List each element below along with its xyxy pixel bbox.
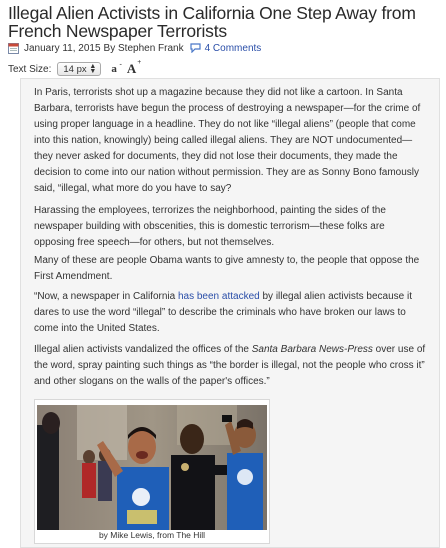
paragraph-5-text-end: over use of the word, spray painting such things as “the border is illegal, not the people who cross it” and other slogans on the walls of the paper's offices.” — [34, 344, 426, 387]
protest-scene-image — [37, 405, 267, 530]
paragraph-5-text: Illegal alien activists vandalized the offices of the — [34, 344, 252, 355]
paragraph-4-text: “Now, a newspaper in California — [34, 291, 178, 302]
text-size-controls — [8, 58, 142, 77]
decrease-label: a — [111, 63, 117, 75]
photo-frame — [34, 399, 270, 544]
calendar-icon — [8, 42, 19, 54]
decrease-text-size-button[interactable] — [111, 60, 122, 75]
protest-photo — [37, 405, 267, 530]
plus-icon: + — [137, 58, 142, 66]
post-author[interactable]: By Stephen Frank — [103, 42, 184, 54]
article-meta — [8, 41, 261, 55]
increase-label: A — [126, 61, 137, 76]
paragraph-2 — [34, 203, 426, 251]
text-size-select[interactable] — [57, 62, 101, 76]
text-size-label: Text Size: — [8, 63, 52, 75]
has-been-attacked-link[interactable]: has been attacked — [177, 291, 260, 302]
post-date: January 11, 2015 — [24, 42, 101, 54]
paragraph-4 — [34, 289, 426, 337]
photo-caption: by Mike Lewis, from The Hill — [98, 530, 206, 540]
comments-link[interactable]: 4 Comments — [204, 42, 262, 54]
paragraph-5 — [34, 342, 426, 390]
newspaper-name: Santa Barbara News-Press — [251, 344, 373, 355]
text-size-value: 14 px — [63, 63, 87, 75]
minus-icon: - — [119, 60, 122, 68]
paragraph-2-text: Harassing the employees, terrorizes the neighborhood, painting the sides of the newspaper building with obscenities, this is domestic terrorism—these folks are opposing free speech—for others, but not themselves. — [34, 205, 386, 248]
comment-bubble-icon[interactable] — [190, 43, 201, 53]
increase-text-size-button[interactable] — [126, 58, 142, 77]
paragraph-3: Many of these are people Obama wants to give amnesty to, the people that oppose the First Amendment. — [34, 255, 420, 282]
paragraph-4-text-end: by illegal alien activists because it dares to use the word “illegal” to describe the criminals who have broken our laws to come into the United States. — [34, 291, 413, 334]
select-arrows-icon: ▲ ▼ — [89, 63, 97, 75]
article-body — [20, 78, 440, 548]
paragraph-1: In Paris, terrorists shot up a magazine because they did not like a cartoon. In Santa Barbara, terrorists have begun the process of destroying a newspaper—for the crime of using proper language in a headline. They do not like “illegal aliens” (people that come into this nation, knowingly) being called illegal aliens. They are NOT undocumented—they never asked for documents, they did not lose their documents, they made the decision to come into our nation without permission. They are as Sonny Bono famously said, “illegal, what more do you have to say? — [34, 87, 421, 194]
article-title: Illegal Alien Activists in California One Step Away from French Newspaper Terrorists — [8, 3, 416, 41]
